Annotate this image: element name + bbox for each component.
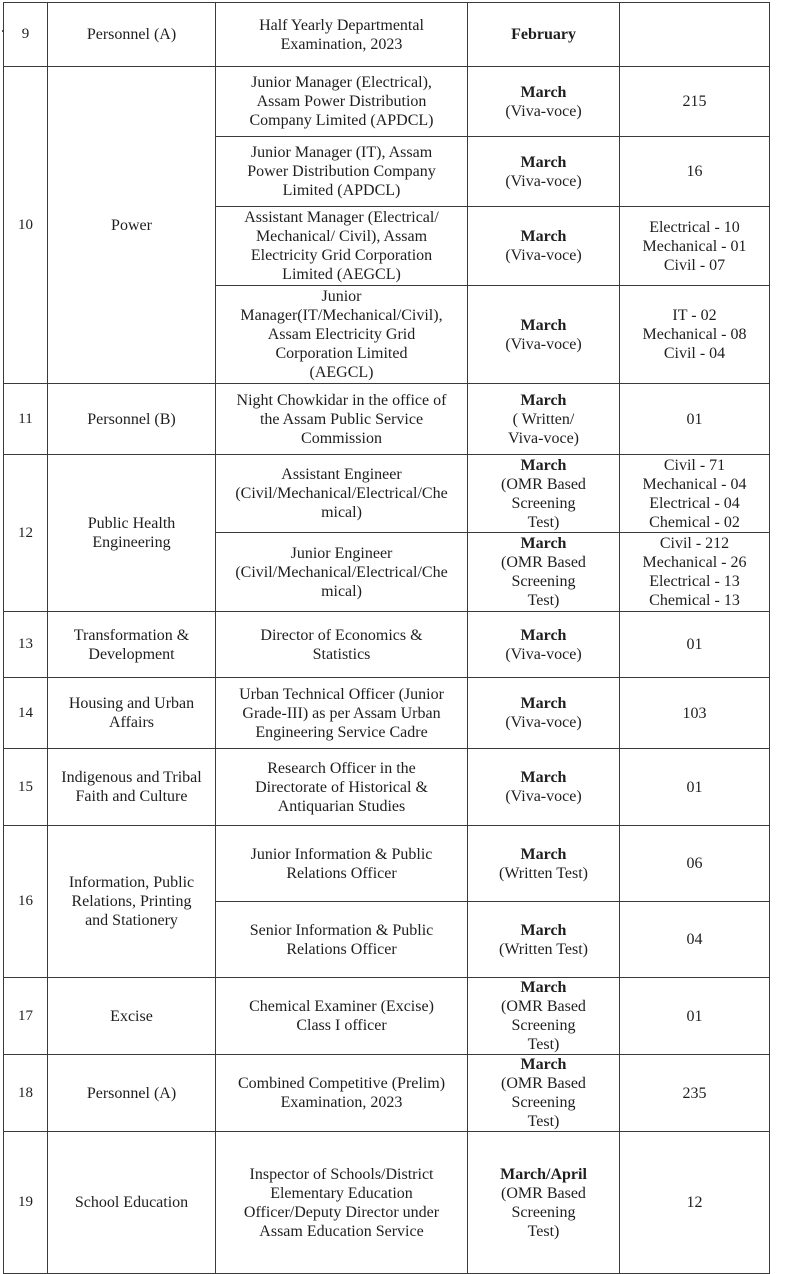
schedule-cell — [468, 3, 620, 67]
post-name-cell: Junior Manager (IT), Assam Power Distribution Company Limited (APDCL) — [216, 137, 468, 207]
vacancies-cell: Civil - 212 Mechanical - 26 Electrical - 13 Chemical - 13 — [620, 533, 770, 612]
post-name-cell: Director of Economics & Statistics — [216, 612, 468, 678]
department-cell: Transformation & Development — [48, 612, 216, 678]
exam-month: March — [520, 228, 567, 245]
vacancies-cell: 215 — [620, 67, 770, 137]
exam-month: March — [520, 391, 567, 409]
exam-mode: (Viva-voce) — [505, 714, 582, 731]
post-name-cell: Combined Competitive (Prelim) Examination, 2023 — [216, 1055, 468, 1132]
schedule-cell — [468, 67, 620, 137]
schedule-cell — [468, 137, 620, 207]
exam-month: March/April — [500, 1165, 587, 1183]
exam-month: March — [520, 979, 567, 996]
exam-month: March — [520, 316, 567, 334]
schedule-cell — [468, 678, 620, 749]
table-row — [4, 384, 770, 455]
department-cell: Excise — [48, 978, 216, 1055]
serial-number-cell: 17 — [4, 978, 48, 1055]
exam-mode: (Viva-voce) — [505, 172, 582, 190]
post-name-cell: Junior Engineer (Civil/Mechanical/Electrical/Che mical) — [216, 533, 468, 612]
schedule-cell — [468, 612, 620, 678]
schedule-cell — [468, 902, 620, 978]
post-name-cell: Assistant Manager (Electrical/ Mechanical/ Civil), Assam Electricity Grid Corporation Limited (AEGCL) — [216, 207, 468, 286]
vacancies-cell: IT - 02 Mechanical - 08 Civil - 04 — [620, 286, 770, 384]
department-cell: Public Health Engineering — [48, 455, 216, 612]
exam-mode: ( Written/ Viva-voce) — [508, 410, 579, 447]
exam-mode: (Written Test) — [498, 940, 589, 958]
exam-month: February — [511, 26, 576, 43]
table-body — [4, 3, 770, 1274]
exam-month: March — [520, 769, 567, 786]
vacancies-cell: 12 — [620, 1132, 770, 1274]
schedule-cell — [468, 1055, 620, 1132]
exam-month: March — [520, 535, 567, 552]
post-name-cell: Senior Information & Public Relations Officer — [216, 902, 468, 978]
department-cell: Power — [48, 67, 216, 384]
vacancies-cell: 01 — [620, 749, 770, 826]
table-row — [4, 3, 770, 67]
exam-mode: (Viva-voce) — [505, 645, 582, 663]
post-name-cell: Junior Information & Public Relations Officer — [216, 826, 468, 902]
vacancies-cell: 04 — [620, 902, 770, 978]
exam-mode: (OMR Based Screening Test) — [501, 475, 586, 531]
exam-month: March — [520, 695, 567, 712]
schedule-cell — [468, 533, 620, 612]
post-name-cell: Inspector of Schools/District Elementary Education Officer/Deputy Director under Assam Education Service — [216, 1132, 468, 1274]
department-cell: Personnel (A) — [48, 1055, 216, 1132]
exam-mode: (Viva-voce) — [505, 335, 582, 353]
vacancies-cell: Electrical - 10 Mechanical - 01 Civil - 07 — [620, 207, 770, 286]
exam-mode: (Viva-voce) — [505, 788, 582, 805]
post-name-cell: Junior Manager(IT/Mechanical/Civil), Assam Electricity Grid Corporation Limited (AEGCL) — [216, 286, 468, 384]
exam-month: March — [520, 626, 567, 644]
table-row — [4, 67, 770, 137]
serial-number-cell: 16 — [4, 826, 48, 978]
schedule-cell — [468, 455, 620, 533]
serial-number-cell: 9 — [4, 3, 48, 67]
post-name-cell: Chemical Examiner (Excise) Class I officer — [216, 978, 468, 1055]
table-row — [4, 826, 770, 902]
exam-mode: (OMR Based Screening Test) — [501, 554, 586, 609]
vacancies-cell: 01 — [620, 384, 770, 455]
table-row — [4, 1132, 770, 1274]
exam-month: March — [520, 153, 567, 171]
vacancies-cell: 06 — [620, 826, 770, 902]
table-row — [4, 749, 770, 826]
exam-month: March — [520, 456, 567, 474]
serial-number-cell: 15 — [4, 749, 48, 826]
serial-number-cell: 13 — [4, 612, 48, 678]
department-cell: Information, Public Relations, Printing and Stationery — [48, 826, 216, 978]
vacancies-cell: 103 — [620, 678, 770, 749]
exam-month: March — [520, 921, 567, 939]
exam-month: March — [520, 845, 567, 863]
post-name-cell: Junior Manager (Electrical), Assam Power Distribution Company Limited (APDCL) — [216, 67, 468, 137]
serial-number-cell: 11 — [4, 384, 48, 455]
schedule-cell — [468, 207, 620, 286]
department-cell: Housing and Urban Affairs — [48, 678, 216, 749]
exam-mode: (OMR Based Screening Test) — [501, 1184, 586, 1240]
serial-number-cell: 19 — [4, 1132, 48, 1274]
exam-mode: (Viva-voce) — [505, 247, 582, 264]
schedule-cell — [468, 826, 620, 902]
table-row — [4, 612, 770, 678]
post-name-cell: Urban Technical Officer (Junior Grade-III) as per Assam Urban Engineering Service Cadre — [216, 678, 468, 749]
table-row — [4, 455, 770, 533]
schedule-cell — [468, 1132, 620, 1274]
department-cell: School Education — [48, 1132, 216, 1274]
vacancies-cell: Civil - 71 Mechanical - 04 Electrical - 04 Chemical - 02 — [620, 455, 770, 533]
department-cell: Personnel (A) — [48, 3, 216, 67]
post-name-cell: Assistant Engineer (Civil/Mechanical/Electrical/Che mical) — [216, 455, 468, 533]
exam-month: March — [520, 83, 567, 101]
schedule-cell — [468, 384, 620, 455]
table-row — [4, 1055, 770, 1132]
serial-number-cell: 10 — [4, 67, 48, 384]
post-name-cell: Research Officer in the Directorate of Historical & Antiquarian Studies — [216, 749, 468, 826]
serial-number-cell: 12 — [4, 455, 48, 612]
vacancies-cell: 16 — [620, 137, 770, 207]
exam-mode: (Viva-voce) — [505, 102, 582, 120]
post-name-cell: Half Yearly Departmental Examination, 2023 — [216, 3, 468, 67]
schedule-cell — [468, 286, 620, 384]
exam-mode: (Written Test) — [498, 864, 589, 882]
department-cell: Personnel (B) — [48, 384, 216, 455]
exam-schedule-table — [3, 2, 770, 1274]
serial-number-cell: 14 — [4, 678, 48, 749]
exam-mode: (OMR Based Screening Test) — [501, 998, 586, 1053]
department-cell: Indigenous and Tribal Faith and Culture — [48, 749, 216, 826]
vacancies-cell: 01 — [620, 612, 770, 678]
serial-number-cell: 18 — [4, 1055, 48, 1132]
table-row — [4, 678, 770, 749]
schedule-cell — [468, 749, 620, 826]
schedule-cell — [468, 978, 620, 1055]
post-name-cell: Night Chowkidar in the office of the Assam Public Service Commission — [216, 384, 468, 455]
table-row — [4, 978, 770, 1055]
vacancies-cell: 01 — [620, 978, 770, 1055]
exam-mode: (OMR Based Screening Test) — [501, 1075, 586, 1130]
vacancies-cell — [620, 3, 770, 67]
vacancies-cell: 235 — [620, 1055, 770, 1132]
exam-month: March — [520, 1056, 567, 1073]
